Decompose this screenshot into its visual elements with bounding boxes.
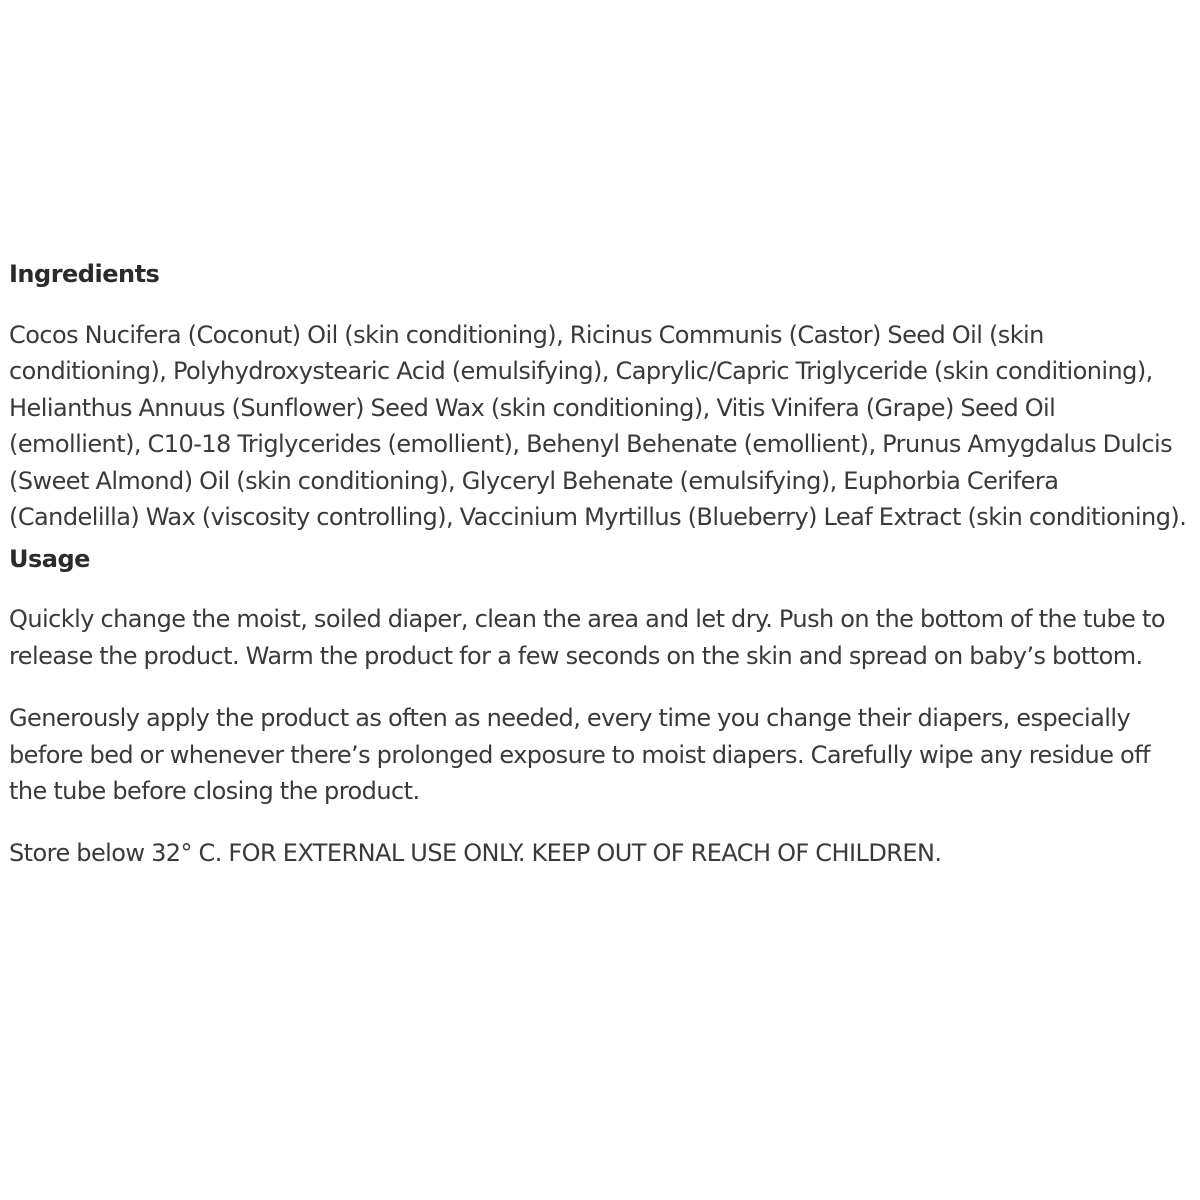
storage-warning-paragraph: Store below 32° C. FOR EXTERNAL USE ONLY. KEEP OUT OF REACH OF CHILDREN. xyxy=(9,839,942,868)
ingredients-section xyxy=(9,256,1190,535)
usage-section xyxy=(9,541,1190,871)
usage-heading: Usage xyxy=(9,545,90,574)
ingredients-text: Cocos Nucifera (Coconut) Oil (skin conditioning), Ricinus Communis (Castor) Seed Oil (skin conditioning), Polyhydroxystearic Acid (emulsifying), Caprylic/Capric Triglyceride (skin conditioning), Helianthus Annuus (Sunflower) Seed Wax (skin conditioning), Vitis Vinifera (Grape) Seed Oil (emollient), C10-18 Triglycerides (emollient), Behenyl Behenate (emollient), Prunus Amygdalus Dulcis (Sweet Almond) Oil (skin conditioning), Glyceryl Behenate (emulsifying), Euphorbia Cerifera (Candelilla) Wax (viscosity controlling), Vaccinium Myrtillus (Blueberry) Leaf Extract (skin conditioning). xyxy=(9,321,1187,532)
ingredients-heading: Ingredients xyxy=(9,260,160,288)
usage-instructions-paragraph: Quickly change the moist, soiled diaper, clean the area and let dry. Push on the bottom of the tube to release the product. Warm the product for a few seconds on the skin and spread on baby’s bottom. xyxy=(9,605,1165,670)
usage-frequency-paragraph: Generously apply the product as often as needed, every time you change their diapers, especially before bed or whenever there’s prolonged exposure to moist diapers. Carefully wipe any residue off the tube before closing the product. xyxy=(9,704,1150,806)
